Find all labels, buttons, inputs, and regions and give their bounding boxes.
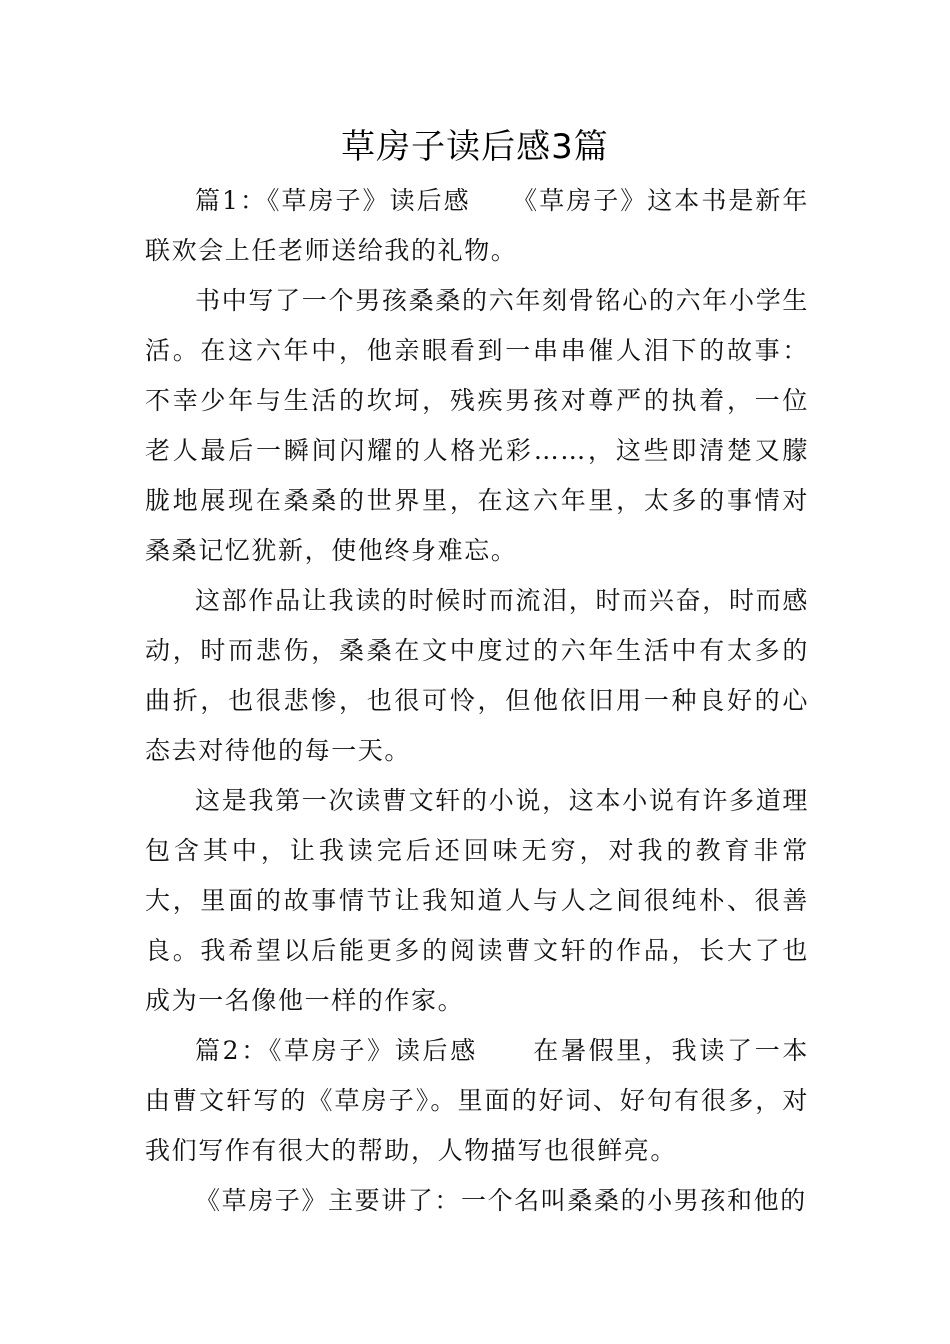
document-body <box>145 176 809 1226</box>
paragraph: 书中写了一个男孩桑桑的六年刻骨铭心的六年小学生活。在这六年中，他亲眼看到一串串催人泪下的故事：不幸少年与生活的坎坷，残疾男孩对尊严的执着，一位老人最后一瞬间闪耀的人格光彩……，这些即清楚又朦胧地展现在桑桑的世界里，在这六年里，太多的事情对桑桑记忆犹新，使他终身难忘。 <box>145 286 809 565</box>
document-title: 草房子读后感3篇 <box>341 127 609 167</box>
paragraph: 这部作品让我读的时候时而流泪，时而兴奋，时而感动，时而悲伤，桑桑在文中度过的六年生活中有太多的曲折，也很悲惨，也很可怜，但他依旧用一种良好的心态去对待他的每一天。 <box>145 586 809 765</box>
paragraph: 《草房子》主要讲了：一个名叫桑桑的小男孩和他的 <box>195 1186 807 1215</box>
paragraph: 篇2：《草房子》读后感 在暑假里，我读了一本由曹文轩写的《草房子》。里面的好词、好句有很多，对我们写作有很大的帮助，人物描写也很鲜亮。 <box>145 1036 809 1165</box>
paragraph: 这是我第一次读曹文轩的小说，这本小说有许多道理包含其中，让我读完后还回味无穷，对我的教育非常大，里面的故事情节让我知道人与人之间很纯朴、很善良。我希望以后能更多的阅读曹文轩的作品，长大了也成为一名像他一样的作家。 <box>145 786 809 1015</box>
paragraph: 篇1：《草房子》读后感 《草房子》这本书是新年联欢会上任老师送给我的礼物。 <box>145 186 809 265</box>
